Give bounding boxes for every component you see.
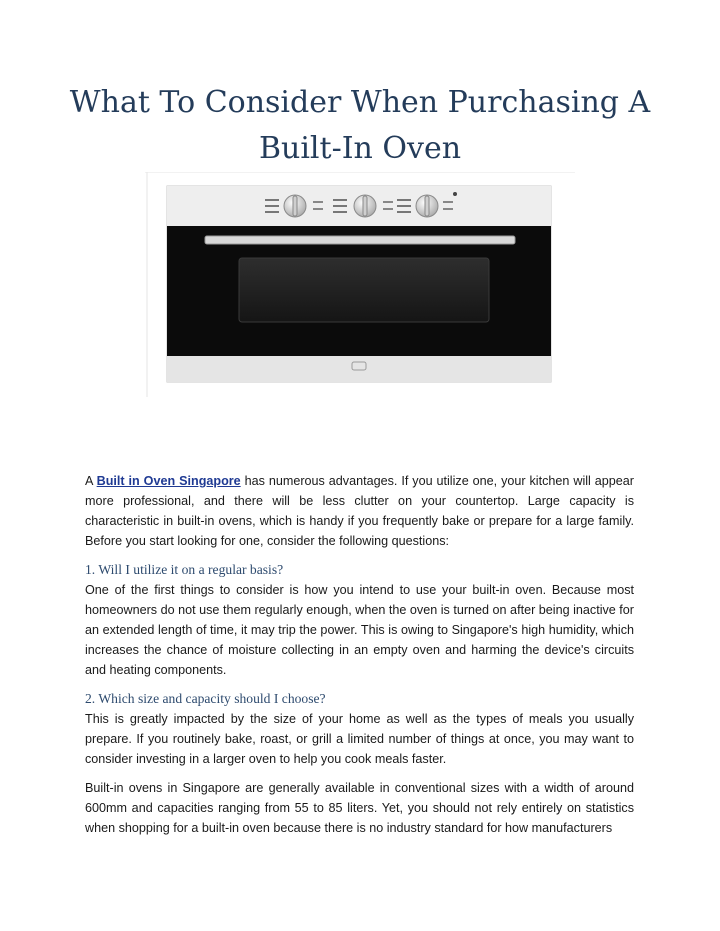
section-1-heading: 1. Will I utilize it on a regular basis? (85, 562, 284, 577)
section-1-paragraph-1: One of the first things to consider is how you intend to use your built-in oven. Because most homeowners do not use them regularly enough, when the oven is turned on after being inactive for an extended length of time, it may trip the power. This is owing to Singapore's high humidity, which increases the chance of moisture collecting in an empty oven and harming the device's circuits and heating components. (85, 583, 634, 677)
bottom-panel (167, 356, 551, 382)
article-body (85, 471, 634, 847)
section-2-paragraph-1: This is greatly impacted by the size of your home as well as the types of meals you usually prepare. If you routinely bake, roast, or grill a limited number of things at once, you may want to consider investing in a larger oven to help you cook meals faster. (85, 712, 634, 766)
intro-prefix: A (85, 474, 97, 488)
built-in-oven-singapore-link[interactable]: Built in Oven Singapore (96, 474, 241, 488)
built-in-oven-photo (145, 172, 575, 397)
indicator-light-icon (453, 192, 457, 196)
oven-illustration (145, 172, 575, 397)
intro-suffix: has numerous advantages. If you utilize one, your kitchen will appear more professional, and there will be less clutter on your countertop. Large capacity is characteristic in built-in ovens, which is handy if you frequently bake or prepare for a large family. Before you start looking for one, consider the following questions: (85, 474, 634, 548)
page-title (60, 80, 660, 172)
door-handle (205, 236, 515, 244)
section-2-paragraph-2: Built-in ovens in Singapore are generally available in conventional sizes with a width of around 600mm and capacities ranging from 55 to 85 liters. Yet, you should not rely entirely on statistics when shopping for a built-in oven because there is no industry standard for how manufacturers (85, 781, 634, 835)
title-line-1: What To Consider When Purchasing A (69, 85, 651, 120)
intro-paragraph (85, 471, 634, 551)
oven-window (239, 258, 489, 322)
section-2-heading: 2. Which size and capacity should I choose? (85, 691, 326, 706)
title-line-2: Built-In Oven (258, 131, 462, 166)
